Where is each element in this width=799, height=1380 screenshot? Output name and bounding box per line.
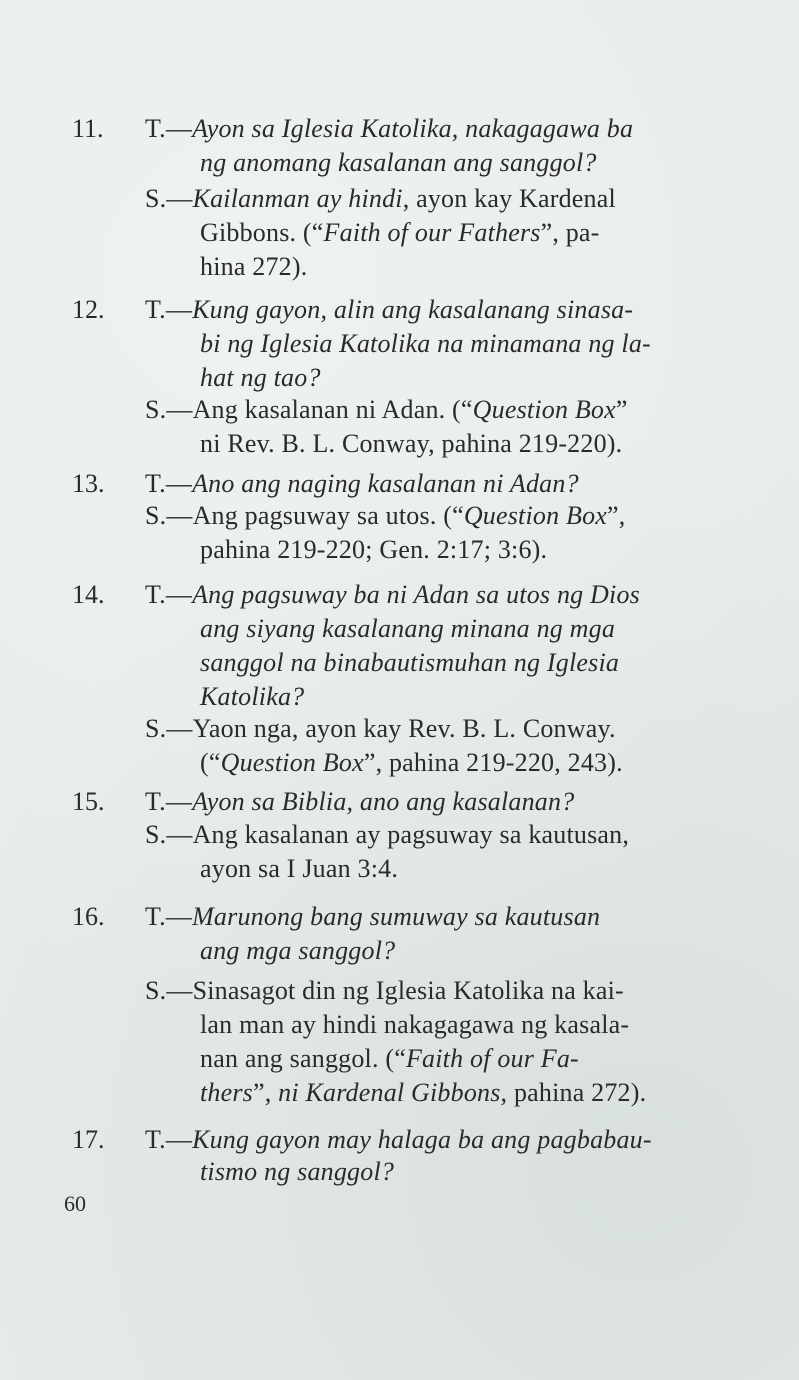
answer-line (145, 818, 629, 852)
question-line (145, 578, 640, 612)
page-number: 60 (64, 1191, 86, 1216)
question-label: T.— (145, 469, 193, 498)
answer-text-cont (200, 216, 600, 250)
answer-text-b: ”, (607, 501, 626, 530)
answer-italic: Kailanman ay hindi (192, 184, 403, 213)
answer-text-b: ”, pahina 219-220, 243). (363, 748, 623, 777)
item-number: 13. (72, 469, 105, 498)
book-title-cont: thers (200, 1078, 253, 1107)
answer-label: S.— (145, 184, 193, 213)
book-title: Faith of our Fa- (405, 1044, 579, 1073)
answer-text-b: ”, pa- (540, 218, 600, 247)
author-name: ni Kardenal Gibbons (278, 1078, 501, 1107)
question-text-cont: sanggol na binabautismuhan ng Iglesia (200, 648, 620, 677)
book-title: Question Box (463, 501, 608, 530)
answer-text: Ang kasalanan ay pagsuway sa kautusan, (192, 820, 630, 849)
answer-text-cont: pahina 219-220; Gen. 2:17; 3:6). (200, 535, 548, 564)
answer-label: S.— (145, 976, 193, 1005)
answer-text-cont (200, 1042, 579, 1076)
item-number: 15. (72, 787, 105, 816)
answer-text-a: Ang pagsuway sa utos. (“ (192, 501, 464, 530)
book-title: Question Box (220, 748, 364, 777)
item-number: 16. (72, 902, 105, 931)
question-text: Kung gayon, alin ang kasalanang sinasa- (192, 295, 634, 324)
answer-text-cont (200, 1076, 646, 1110)
question-label: T.— (145, 787, 193, 816)
answer-text: , ayon kay Kardenal (402, 184, 616, 213)
answer-line (145, 182, 616, 216)
answer-line (145, 712, 616, 746)
question-text-cont: ang mga sanggol? (200, 936, 396, 965)
answer-label: S.— (145, 501, 193, 530)
answer-text-a: (“ (200, 748, 221, 777)
question-label: T.— (145, 902, 193, 931)
question-line (145, 900, 600, 934)
question-text: Kung gayon may halaga ba ang pagbabau- (192, 1125, 652, 1154)
question-text: Ayon sa Biblia, ano ang kasalanan? (192, 787, 575, 816)
answer-text-a: Ang kasalanan ni Adan. (“ (192, 395, 473, 424)
question-text: Marunong bang sumuway sa kautusan (192, 902, 601, 931)
question-text: Ayon sa Iglesia Katolika, nakagagawa ba (192, 114, 634, 143)
item-number: 14. (72, 580, 105, 609)
question-text-cont: Katolika? (200, 682, 305, 711)
answer-text-cont (200, 746, 623, 780)
item-number: 17. (72, 1125, 105, 1154)
item-number: 11. (72, 114, 104, 143)
question-label: T.— (145, 1125, 193, 1154)
answer-text-a: Gibbons. (“ (200, 218, 324, 247)
answer-text: Yaon nga, ayon kay Rev. B. L. Conway. (192, 714, 616, 743)
question-text-cont: ang siyang kasalanang minana ng mga (200, 614, 616, 643)
answer-text-cont: lan man ay hindi nakagagawa ng kasala- (200, 1010, 630, 1039)
book-title: Question Box (472, 395, 616, 424)
question-text: Ano ang naging kasalanan ni Adan? (192, 469, 579, 498)
answer-text-a: ”, (253, 1078, 279, 1107)
question-line (145, 1123, 652, 1157)
answer-text-cont: ni Rev. B. L. Conway, pahina 219-220). (200, 429, 623, 458)
question-text-cont: ng anomang kasalanan ang sanggol? (200, 148, 597, 177)
answer-label: S.— (145, 395, 193, 424)
question-text-cont: hat ng tao? (200, 363, 321, 392)
question-text-cont: tismo ng sanggol? (200, 1157, 395, 1186)
question-line (145, 467, 579, 501)
question-label: T.— (145, 114, 193, 143)
question-label: T.— (145, 295, 193, 324)
answer-text-cont: ayon sa I Juan 3:4. (200, 854, 399, 883)
question-line (145, 293, 633, 327)
answer-text-b: , pahina 272). (500, 1078, 647, 1107)
answer-line (145, 393, 628, 427)
answer-line (145, 499, 625, 533)
book-title: Faith of our Fathers (323, 218, 541, 247)
answer-text: Sinasagot din ng Iglesia Katolika na kai- (192, 976, 624, 1005)
answer-text-cont: hina 272). (200, 252, 308, 281)
answer-line (145, 974, 624, 1008)
question-line (145, 785, 574, 819)
item-number: 12. (72, 295, 105, 324)
answer-text-b: ” (615, 395, 628, 424)
answer-label: S.— (145, 820, 193, 849)
answer-text-a: nan ang sanggol. (“ (200, 1044, 406, 1073)
question-line (145, 112, 633, 146)
question-text-cont: bi ng Iglesia Katolika na minamana ng la- (200, 329, 651, 358)
question-label: T.— (145, 580, 193, 609)
question-text: Ang pagsuway ba ni Adan sa utos ng Dios (192, 580, 640, 609)
answer-label: S.— (145, 714, 193, 743)
